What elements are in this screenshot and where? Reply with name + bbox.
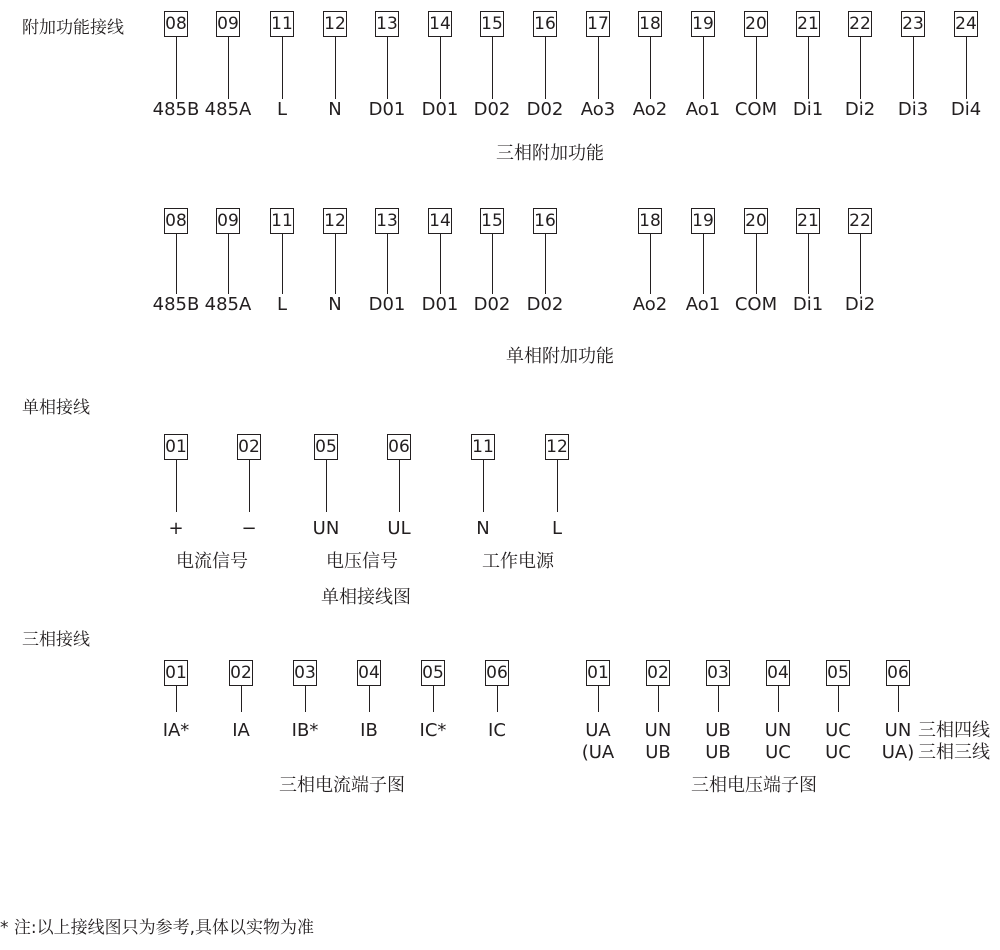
terminal-lead-line <box>492 234 493 294</box>
terminal-number-box: 14 <box>428 11 452 37</box>
terminal-label: N <box>328 294 342 315</box>
terminal-lead-line <box>756 234 757 294</box>
terminal-number-box: 11 <box>270 11 294 37</box>
terminal-label: IB <box>360 720 378 741</box>
terminal-number-box: 09 <box>216 208 240 234</box>
terminal-label-secondary: UB <box>645 742 671 763</box>
terminal-label: Ao1 <box>685 294 721 315</box>
terminal-label: IA <box>232 720 250 741</box>
terminal-lead-line <box>778 686 779 712</box>
terminal-number-box: 12 <box>545 434 569 460</box>
terminal-label: UB <box>705 720 731 741</box>
terminal-label: L <box>276 294 288 315</box>
terminal-label: + <box>168 518 184 539</box>
caption-three-phase-three-wire: 三相三线 <box>918 742 990 763</box>
terminal-lead-line <box>718 686 719 712</box>
terminal-number-box: 21 <box>796 11 820 37</box>
terminal-number-box: 11 <box>471 434 495 460</box>
terminal-number-box: 06 <box>387 434 411 460</box>
terminal-lead-line <box>335 37 336 99</box>
terminal-number-box: 18 <box>638 11 662 37</box>
terminal-lead-line <box>703 234 704 294</box>
caption-three-phase-aux: 三相附加功能 <box>496 143 604 164</box>
terminal-number-box: 16 <box>533 208 557 234</box>
terminal-number-box: 22 <box>848 208 872 234</box>
terminal-lead-line <box>387 37 388 99</box>
terminal-number-box: 09 <box>216 11 240 37</box>
terminal-label: UN <box>764 720 792 741</box>
caption-three-phase-four-wire: 三相四线 <box>918 720 990 741</box>
terminal-label-secondary: (UA <box>581 742 615 763</box>
terminal-number-box: 01 <box>164 434 188 460</box>
terminal-label: D02 <box>473 99 511 120</box>
terminal-lead-line <box>335 234 336 294</box>
terminal-lead-line <box>249 460 250 512</box>
terminal-label: COM <box>734 99 778 120</box>
terminal-number-box: 02 <box>646 660 670 686</box>
terminal-label: IB* <box>291 720 319 741</box>
terminal-number-box: 21 <box>796 208 820 234</box>
terminal-number-box: 03 <box>706 660 730 686</box>
terminal-label: Di1 <box>792 99 824 120</box>
terminal-number-box: 15 <box>480 11 504 37</box>
terminal-label-secondary: UB <box>705 742 731 763</box>
terminal-number-box: 19 <box>691 208 715 234</box>
terminal-lead-line <box>838 686 839 712</box>
terminal-lead-line <box>658 686 659 712</box>
terminal-lead-line <box>282 234 283 294</box>
terminal-label: Di1 <box>792 294 824 315</box>
terminal-lead-line <box>756 37 757 99</box>
terminal-label: 485B <box>152 99 200 120</box>
terminal-number-box: 13 <box>375 208 399 234</box>
terminal-lead-line <box>440 37 441 99</box>
terminal-number-box: 20 <box>744 208 768 234</box>
terminal-label-secondary: UA) <box>881 742 915 763</box>
heading-aux-wiring: 附加功能接线 <box>22 18 124 38</box>
terminal-number-box: 01 <box>164 660 188 686</box>
terminal-label: UN <box>312 518 340 539</box>
terminal-lead-line <box>497 686 498 712</box>
terminal-number-box: 03 <box>293 660 317 686</box>
terminal-number-box: 19 <box>691 11 715 37</box>
terminal-number-box: 18 <box>638 208 662 234</box>
terminal-label: UA <box>585 720 611 741</box>
terminal-lead-line <box>808 234 809 294</box>
terminal-lead-line <box>176 686 177 712</box>
terminal-label: D01 <box>421 99 459 120</box>
terminal-number-box: 14 <box>428 208 452 234</box>
terminal-number-box: 20 <box>744 11 768 37</box>
terminal-number-box: 05 <box>826 660 850 686</box>
terminal-label: Ao3 <box>580 99 616 120</box>
heading-three-phase-wiring: 三相接线 <box>22 630 90 650</box>
terminal-number-box: 17 <box>586 11 610 37</box>
terminal-label: Di2 <box>844 294 876 315</box>
caption-three-phase-current-diagram: 三相电流端子图 <box>279 775 405 796</box>
terminal-lead-line <box>966 37 967 99</box>
terminal-lead-line <box>176 37 177 99</box>
footnote: * 注:以上接线图只为参考,具体以实物为准 <box>0 918 315 938</box>
terminal-lead-line <box>860 234 861 294</box>
terminal-label-secondary: UC <box>825 742 851 763</box>
terminal-number-box: 04 <box>357 660 381 686</box>
terminal-label: UN <box>884 720 912 741</box>
terminal-lead-line <box>545 37 546 99</box>
terminal-label: D01 <box>368 294 406 315</box>
terminal-lead-line <box>399 460 400 512</box>
terminal-label: 485B <box>152 294 200 315</box>
terminal-label: D02 <box>473 294 511 315</box>
terminal-number-box: 04 <box>766 660 790 686</box>
terminal-lead-line <box>913 37 914 99</box>
terminal-label: UN <box>644 720 672 741</box>
terminal-label: UL <box>387 518 411 539</box>
terminal-label: Ao2 <box>632 294 668 315</box>
terminal-number-box: 11 <box>270 208 294 234</box>
terminal-lead-line <box>282 37 283 99</box>
terminal-number-box: 22 <box>848 11 872 37</box>
terminal-label: Di3 <box>897 99 929 120</box>
terminal-lead-line <box>326 460 327 512</box>
terminal-lead-line <box>808 37 809 99</box>
terminal-number-box: 08 <box>164 208 188 234</box>
terminal-lead-line <box>650 234 651 294</box>
terminal-lead-line <box>703 37 704 99</box>
terminal-number-box: 23 <box>901 11 925 37</box>
terminal-number-box: 05 <box>314 434 338 460</box>
terminal-label: Ao2 <box>632 99 668 120</box>
terminal-number-box: 13 <box>375 11 399 37</box>
terminal-lead-line <box>598 37 599 99</box>
terminal-label: − <box>241 518 257 539</box>
terminal-label: 485A <box>204 99 252 120</box>
terminal-lead-line <box>228 37 229 99</box>
terminal-lead-line <box>492 37 493 99</box>
heading-single-phase-wiring: 单相接线 <box>22 398 90 418</box>
terminal-lead-line <box>228 234 229 294</box>
terminal-lead-line <box>545 234 546 294</box>
caption-current-signal: 电流信号 <box>176 551 248 572</box>
terminal-number-box: 15 <box>480 208 504 234</box>
terminal-lead-line <box>387 234 388 294</box>
terminal-label: N <box>476 518 490 539</box>
terminal-label: D01 <box>368 99 406 120</box>
terminal-label: D02 <box>526 294 564 315</box>
terminal-lead-line <box>369 686 370 712</box>
terminal-number-box: 02 <box>229 660 253 686</box>
terminal-number-box: 24 <box>954 11 978 37</box>
terminal-label: IC* <box>419 720 447 741</box>
terminal-label: N <box>328 99 342 120</box>
terminal-label: IC <box>488 720 506 741</box>
terminal-lead-line <box>557 460 558 512</box>
terminal-label: Di2 <box>844 99 876 120</box>
terminal-number-box: 08 <box>164 11 188 37</box>
terminal-number-box: 06 <box>886 660 910 686</box>
terminal-lead-line <box>898 686 899 712</box>
terminal-lead-line <box>305 686 306 712</box>
terminal-number-box: 06 <box>485 660 509 686</box>
terminal-lead-line <box>860 37 861 99</box>
terminal-lead-line <box>176 234 177 294</box>
terminal-number-box: 02 <box>237 434 261 460</box>
terminal-lead-line <box>650 37 651 99</box>
terminal-label: COM <box>734 294 778 315</box>
terminal-label: Di4 <box>950 99 982 120</box>
terminal-number-box: 05 <box>421 660 445 686</box>
caption-single-phase-aux: 单相附加功能 <box>506 346 614 367</box>
terminal-lead-line <box>241 686 242 712</box>
terminal-label: L <box>276 99 288 120</box>
terminal-label-secondary: UC <box>765 742 791 763</box>
terminal-number-box: 12 <box>323 208 347 234</box>
caption-single-phase-diagram: 单相接线图 <box>321 587 411 608</box>
terminal-number-box: 01 <box>586 660 610 686</box>
terminal-lead-line <box>483 460 484 512</box>
caption-three-phase-voltage-diagram: 三相电压端子图 <box>691 775 817 796</box>
caption-working-power: 工作电源 <box>482 551 554 572</box>
terminal-label: D01 <box>421 294 459 315</box>
terminal-number-box: 16 <box>533 11 557 37</box>
terminal-label: UC <box>825 720 851 741</box>
terminal-label: 485A <box>204 294 252 315</box>
terminal-lead-line <box>440 234 441 294</box>
terminal-lead-line <box>433 686 434 712</box>
caption-voltage-signal: 电压信号 <box>326 551 398 572</box>
terminal-number-box: 12 <box>323 11 347 37</box>
terminal-label: D02 <box>526 99 564 120</box>
terminal-lead-line <box>176 460 177 512</box>
terminal-label: L <box>551 518 563 539</box>
terminal-label: Ao1 <box>685 99 721 120</box>
terminal-label: IA* <box>162 720 190 741</box>
terminal-lead-line <box>598 686 599 712</box>
